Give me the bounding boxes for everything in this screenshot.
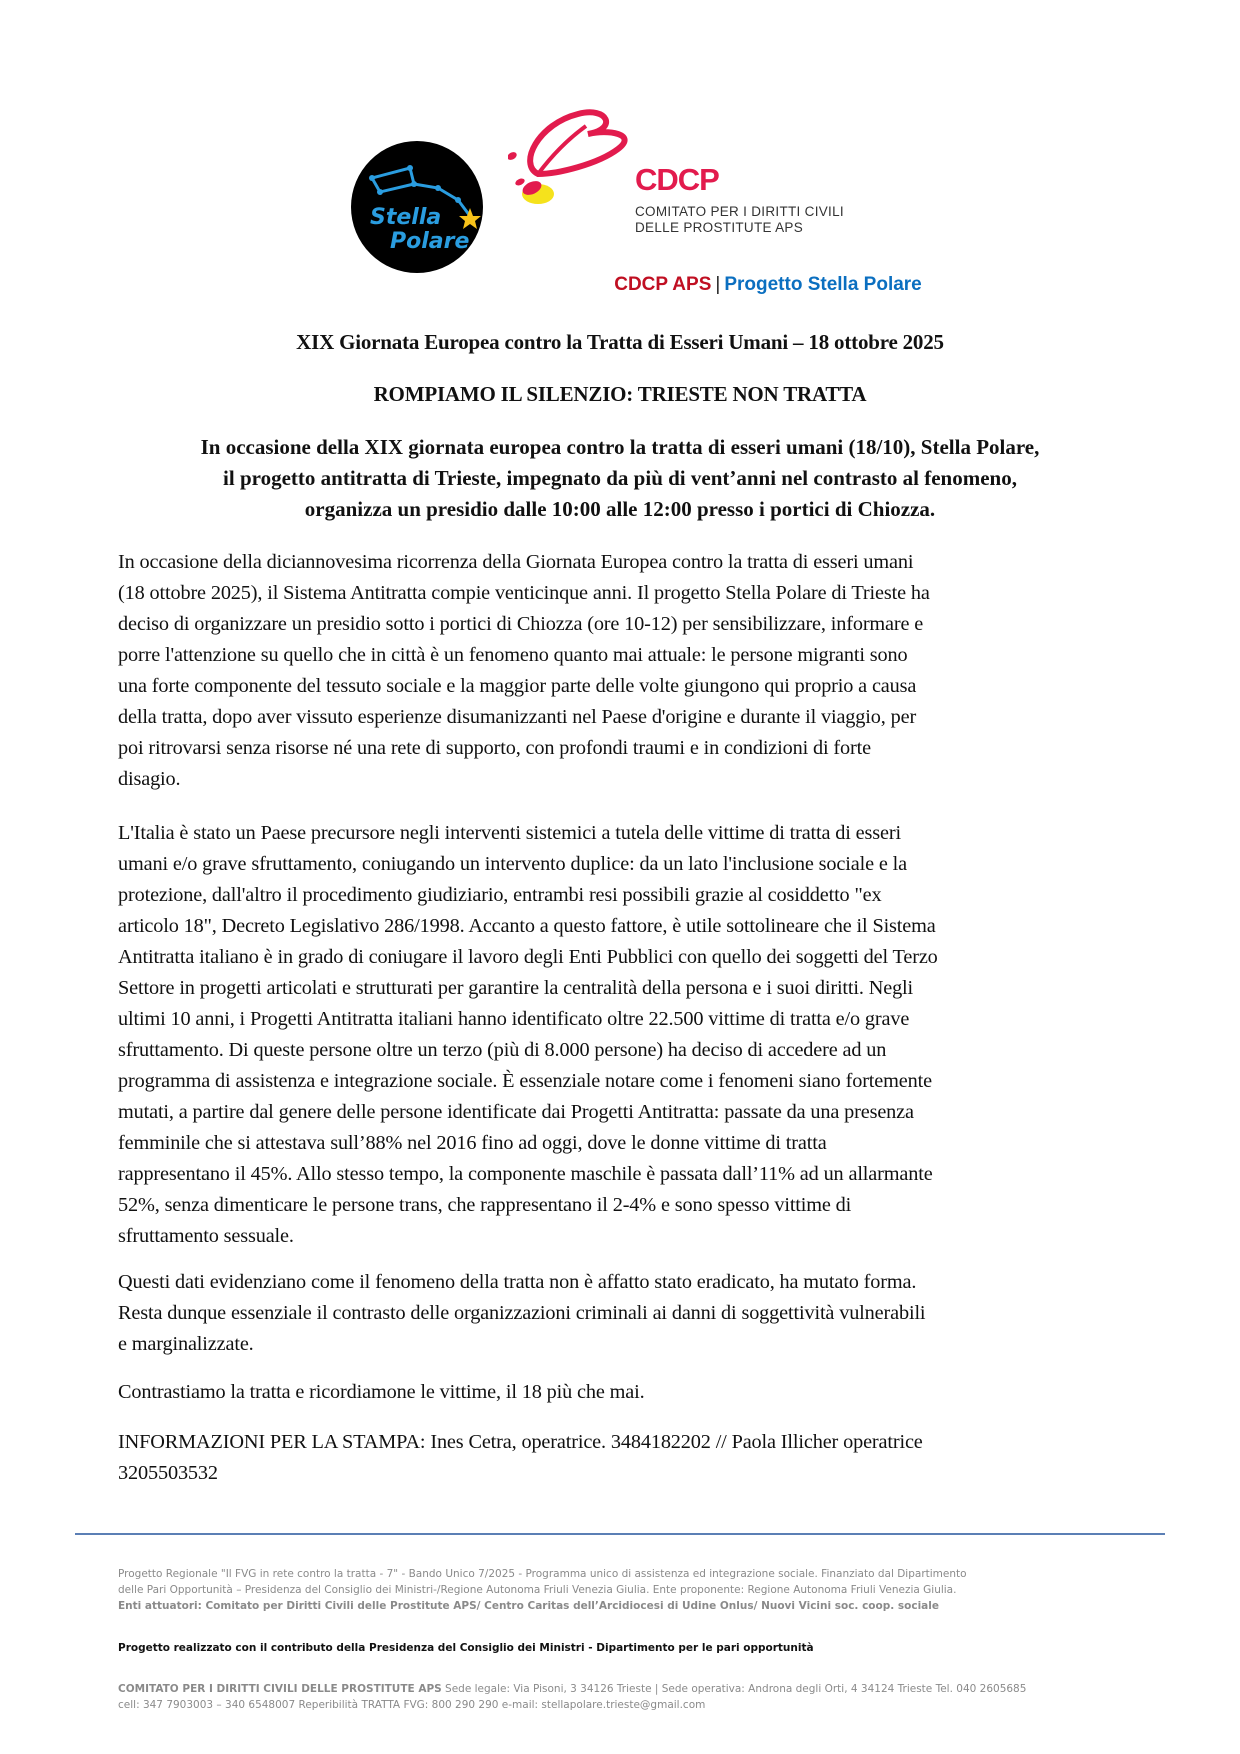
cdcp-subtitle-line-2: DELLE PROSTITUTE APS — [635, 220, 804, 235]
text-line: sfruttamento sessuale. — [118, 1225, 294, 1247]
document-subtitle: ROMPIAMO IL SILENZIO: TRIESTE NON TRATTA — [373, 382, 867, 406]
text-line: INFORMAZIONI PER LA STAMPA: Ines Cetra, operatrice. 3484182202 // Paola Illicher operatrice — [118, 1431, 923, 1453]
footer-phone-email: cell: 347 7903003 – 340 6548007 Reperibilità TRATTA FVG: 800 290 290 e-mail: stellapolare.trieste@gmail.com — [118, 1699, 706, 1711]
stella-polare-logo — [350, 140, 484, 274]
cdcp-swirl-icon — [508, 104, 638, 214]
svg-text:Polare: Polare — [390, 229, 470, 254]
text-line: (18 ottobre 2025), il Sistema Antitratta compie venticinque anni. Il progetto Stella Polare di Trieste ha — [118, 582, 930, 604]
press-contacts — [118, 1427, 1128, 1489]
text-line: articolo 18", Decreto Legislativo 286/1998. Accanto a questo fattore, è utile sottolineare che il Sistema — [118, 915, 936, 937]
text-line: porre l'attenzione su quello che in città è un fenomeno quanto mai attuale: le persone migranti sono — [118, 644, 908, 666]
footer-line: delle Pari Opportunità – Presidenza del Consiglio dei Ministri-/Regione Autonoma Friuli Venezia Giulia. Ente proponente: Regione Autonoma Friuli Venezia Giulia. — [118, 1584, 957, 1596]
text-line: sfruttamento. Di queste persone oltre un terzo (più di 8.000 persone) ha deciso di accedere ad un — [118, 1039, 887, 1061]
text-line: e marginalizzate. — [118, 1333, 254, 1355]
text-line: umani e/o grave sfruttamento, coniugando un intervento duplice: da un lato l'inclusione sociale e la — [118, 853, 907, 875]
text-line: L'Italia è stato un Paese precursore negli interventi sistemici a tutela delle vittime di tratta di esseri — [118, 822, 901, 844]
text-line: disagio. — [118, 768, 181, 790]
footer-addresses: Sede legale: Via Pisoni, 3 34126 Trieste | Sede operativa: Androna degli Orti, 4 34124 Trieste Tel. 040 2605685 — [441, 1683, 1027, 1695]
paragraph-1 — [118, 547, 1128, 795]
text-line: 3205503532 — [118, 1462, 218, 1484]
footer-org-name: COMITATO PER I DIRITTI CIVILI DELLE PROSTITUTE APS — [118, 1683, 442, 1695]
cdcp-logo — [508, 104, 880, 244]
org-separator: | — [715, 274, 721, 295]
svg-text:Stella: Stella — [370, 205, 442, 230]
text-line: mutati, a partire dal genere delle persone identificate dai Progetti Antitratta: passate da una presenza — [118, 1101, 914, 1123]
org-cdcp-aps: CDCP APS — [614, 274, 712, 295]
text-line: poi ritrovarsi senza risorse né una rete di supporto, con profondi traumi e in condizioni di forte — [118, 737, 871, 759]
stella-polare-constellation-icon — [350, 140, 484, 274]
logo-header — [0, 0, 1240, 300]
text-line: programma di assistenza e integrazione sociale. È essenziale notare come i fenomeni siano fortemente — [118, 1070, 932, 1092]
footer-implementers: Enti attuatori: Comitato per Diritti Civili delle Prostitute APS/ Centro Caritas dell’Arcidiocesi di Udine Onlus/ Nuovi Vicini soc. coop. sociale — [118, 1600, 939, 1612]
footer-line: Progetto Regionale "Il FVG in rete contro la tratta - 7" - Bando Unico 7/2025 - Programma unico di assistenza ed integrazione sociale. Finanziato dal Dipartimento — [118, 1568, 967, 1580]
footer-contribution: Progetto realizzato con il contributo della Presidenza del Consiglio dei Ministri - Dipartimento per le pari opportunità — [118, 1642, 814, 1654]
footer-divider — [75, 1533, 1165, 1535]
cdcp-subtitle — [635, 204, 844, 236]
organization-line — [148, 274, 1240, 296]
text-line: In occasione della diciannovesima ricorrenza della Giornata Europea contro la tratta di esseri umani — [118, 551, 914, 573]
text-line: Questi dati evidenziano come il fenomeno della tratta non è affatto stato eradicato, ha mutato forma. — [118, 1271, 917, 1293]
lead-line: organizza un presidio dalle 10:00 alle 12:00 presso i portici di Chiozza. — [304, 497, 936, 521]
text-line: una forte componente del tessuto sociale e la maggior parte delle volte giungono qui proprio a causa — [118, 675, 917, 697]
paragraph-2 — [118, 818, 1128, 1252]
text-line: deciso di organizzare un presidio sotto i portici di Chiozza (ore 10-12) per sensibilizzare, informare e — [118, 613, 924, 635]
text-line: femminile che si attestava sull’88% nel 2016 fino ad oggi, dove le donne vittime di tratta — [118, 1132, 827, 1154]
footer-contacts — [118, 1681, 1138, 1713]
text-line: Antitratta italiano è in grado di coniugare il lavoro degli Enti Pubblici con quello dei soggetti del Terzo — [118, 946, 938, 968]
closing-statement: Contrastiamo la tratta e ricordiamone le vittime, il 18 più che mai. — [118, 1381, 645, 1403]
text-line: ultimi 10 anni, i Progetti Antitratta italiani hanno identificato oltre 22.500 vittime di tratta e/o grave — [118, 1008, 910, 1030]
cdcp-subtitle-line-1: COMITATO PER I DIRITTI CIVILI — [635, 204, 844, 219]
lead-paragraph — [110, 432, 1130, 525]
text-line: rappresentano il 45%. Allo stesso tempo, la componente maschile è passata dall’11% ad un allarmante — [118, 1163, 933, 1185]
cdcp-wordmark: CDCP — [635, 162, 719, 197]
paragraph-3 — [118, 1267, 1128, 1360]
org-stella-polare: Progetto Stella Polare — [724, 274, 922, 295]
text-line: protezione, dall'altro il procedimento giudiziario, entrambi resi possibili grazie al cosiddetto "ex — [118, 884, 882, 906]
lead-line: il progetto antitratta di Trieste, impegnato da più di vent’anni nel contrasto al fenomeno, — [223, 466, 1017, 490]
text-line: Settore in progetti articolati e strutturati per garantire la centralità della persona e i suoi diritti. Negli — [118, 977, 914, 999]
text-line: 52%, senza dimenticare le persone trans, che rappresentano il 2-4% e sono spesso vittime di — [118, 1194, 852, 1216]
footer-funding — [118, 1566, 1138, 1614]
document-title: XIX Giornata Europea contro la Tratta di Esseri Umani – 18 ottobre 2025 — [296, 330, 944, 354]
lead-line: In occasione della XIX giornata europea contro la tratta di esseri umani (18/10), Stella Polare, — [200, 435, 1040, 459]
text-line: Resta dunque essenziale il contrasto delle organizzazioni criminali ai danni di soggettività vulnerabili — [118, 1302, 926, 1324]
text-line: della tratta, dopo aver vissuto esperienze disumanizzanti nel Paese d'origine e durante il viaggio, per — [118, 706, 917, 728]
